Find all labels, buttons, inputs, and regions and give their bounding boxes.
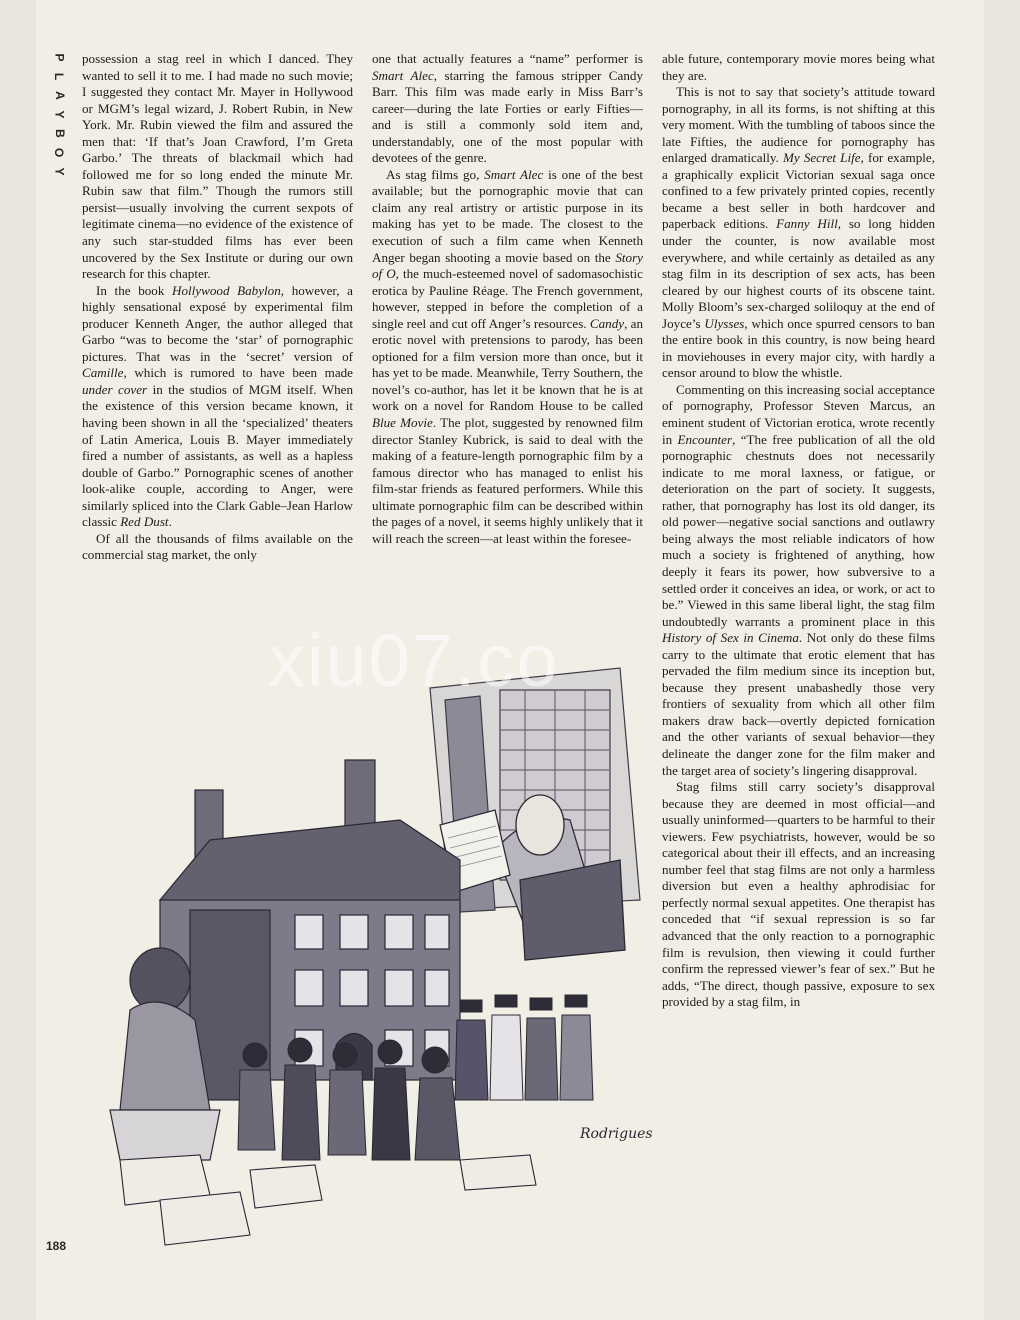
magazine-running-head	[50, 48, 68, 181]
text-column-3	[662, 51, 935, 1271]
running-head-letter: Y	[52, 167, 67, 176]
paragraph: one that actually features a “name” performer is Smart Alec, starring the famous stripper Candy Barr. This film was made early in Miss Barr’s career—during the late Forties or early Fifties—and is still a commonly sold item and, understandably, one of the most popular with devotees of the genre.	[372, 51, 643, 166]
running-head-letter: A	[52, 91, 67, 100]
paragraph: Of all the thousands of films available on the commercial stag market, the only	[82, 530, 353, 563]
text-column-2	[372, 51, 643, 691]
watermark-text: xiu07.co	[268, 619, 560, 702]
paragraph: In the book Hollywood Babylon, however, a highly sensational exposé by experimental film producer Kenneth Anger, the author alleged that Garbo “was to become the ‘star’ of pornographic pictures. That was in the ‘secret’ version of Camille, which is rumored to have been made under cover in the studios of MGM itself. When the existence of this version became known, it having been shown in all the ‘specialized’ theaters of Latin America, Louis B. Mayer immediately fired a number of assistants, as well as a hapless double of Garbo.” Pornographic scenes of another look-alike couple, according to Anger, were similarly spliced into the Clark Gable–Jean Harlow classic Red Dust.	[82, 282, 353, 530]
men-in-hats	[455, 995, 593, 1100]
paragraph: Commenting on this increasing social acceptance of pornography, Professor Steven Marcus, an eminent student of Victorian erotica, wrote recently in Encounter, “The free publication of all the old pornographic chestnuts does not necessarily indicate to me moral laxness, or fatigue, or deterioration on the part of society. It suggests, rather, that pornography has lost its old danger, its old power—negative social sanctions and outlawry being always the most reliable indicators of how much a society is frightened of anything, how deeply it fears its power, how subversive to a settled order it conceives an idea, or work, or act to be.” Viewed in this same liberal light, the stag film undoubtedly warrants a prominent place in this History of Sex in Cinema. Not only do these films carry to the ultimate that erotic element that has pervaded the film medium since its inception but, because they present unabashedly those very frontiers of sexuality from which all other film makers draw back—overtly depicted fornication and the other variants of sexual behavior—they delineate the danger zone for the film maker and the target area of society’s lingering disapproval.	[662, 381, 935, 778]
illustration-mansion-cartoon	[100, 660, 660, 1260]
running-head-letter: Y	[52, 110, 67, 119]
running-head-letter: O	[52, 147, 67, 158]
beds-drawing	[120, 1155, 536, 1245]
paragraph: Stag films still carry society’s disapproval because they are deemed in most official—and usually uninformed—quarters to be harmful to their viewers. Few psychiatrists, however, would be so categorical about their ill effects, and an increasing number feel that stag films are not only a harmless diversion but even a healthy aphrodisiac for perfectly normal sexual appetites. One therapist has conceded that “if sexual repression is so far advanced that the only reaction to a pornographic film is revulsion, then viewing it could further confirm the repressed viewer’s fear of sex.” But he adds, “The direct, though passive, exposure to sex provided by a stag film, in	[662, 779, 935, 1010]
running-head-letter: L	[52, 72, 67, 81]
paragraph: possession a stag reel in which I danced. They wanted to sell it to me. I had made no such movie; I suggested they contact Mr. Mayer in Hollywood or MGM’s legal wizard, J. Robert Rubin, in New York. Mr. Rubin viewed the film and assured the men that: ‘If that’s Joan Crawford, I’m Greta Garbo.’ The threats of blackmail which had followed me for so long ended the minute Mr. Rubin saw that film.” Though the rumors still persist—usually involving the current sexpots of legitimate cinema—no evidence of the existence of any such star-studded films has ever been uncovered by the Sex Institute or during our own research for this chapter.	[82, 51, 353, 282]
running-head-letter: B	[52, 129, 67, 138]
paragraph: As stag films go, Smart Alec is one of the best available; but the pornographic movie that can claim any real artistry or artistic purpose in its making has yet to be made. The closest to the execution of such a film came when Kenneth Anger began shooting a movie based on the Story of O, the much-esteemed novel of sadomasochistic erotica by Pauline Réage. The French government, however, stepped in before the completion of a single reel and cut off Anger’s resources. Candy, an erotic novel with pretensions to parody, has been optioned for a film version more than once, but it has yet to be made. Meanwhile, Terry Southern, the novel’s co-author, has let it be known that he is at work on a novel for Random House to be called Blue Movie. The plot, suggested by renowned film director Stanley Kubrick, is said to deal with the making of a feature-length pornographic film by a famous director who has managed to enlist his film-star friends as featured performers. While this ultimate pornographic film can be described within the pages of a novel, it seems highly unlikely that it will reach the screen—at least within the foresee-	[372, 166, 644, 546]
text-column-1	[82, 51, 353, 691]
paragraph: able future, contemporary movie mores being what they are.	[662, 51, 935, 83]
paragraph: This is not to say that society’s attitude toward pornography, in all its forms, is not shifting at this very moment. With the tumbling of taboos since the late Fifties, the audience for pornography has enlarged dramatically. My Secret Life, for example, a graphically explicit Victorian sexual saga once confined to a few privately printed copies, recently became a best seller in both hardcover and paperback editions. Fanny Hill, so long hidden under the counter, is now available most everywhere, and while certainly as detailed as any stag film in its description of sex acts, has been cleared by our highest courts of its obscene taint. Molly Bloom’s sex-charged soliloquy at the end of Joyce’s Ulysses, which once spurred censors to ban the entire book in this country, is now being heard in moviehouses in every major city, with hardly a censor around to blow the whistle.	[662, 84, 936, 381]
running-head-letter: P	[52, 53, 67, 62]
page-number: 188	[46, 1239, 67, 1253]
artist-signature: Rodrigues	[580, 1126, 653, 1142]
